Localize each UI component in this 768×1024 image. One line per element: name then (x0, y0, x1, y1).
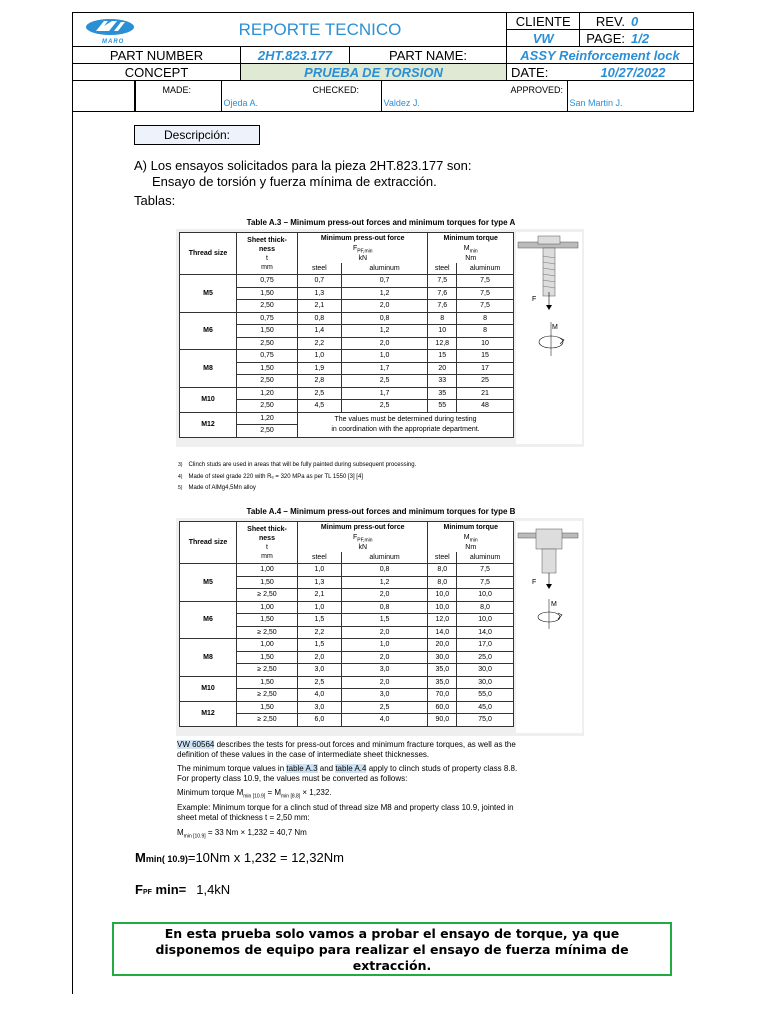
torque-note-line-1 (177, 764, 517, 774)
table-cell: 0,8 (341, 601, 428, 614)
table-cell: 4,0 (341, 714, 428, 727)
col-aluminum-torque: aluminum (457, 552, 514, 564)
example-line-2: sheet metal of thickness t = 2,50 mm: (177, 813, 310, 822)
table-cell: ≥ 2,50 (237, 664, 298, 677)
torque-sub: min (469, 247, 478, 254)
table-cell: 10,0 (428, 589, 457, 602)
table-cell: 10,0 (457, 614, 514, 627)
sheet-label-3: t (266, 254, 268, 262)
table-cell: 2,1 (298, 589, 342, 602)
col-force: Minimum press-out force (298, 233, 428, 245)
figure-torque-label: M (551, 601, 557, 608)
rev-value: 0 (628, 13, 693, 30)
col-aluminum-force: aluminum (341, 552, 428, 564)
example-calc-end: = 33 Nm × 1,232 = 40,7 Nm (205, 828, 307, 837)
conclusion-box (112, 922, 672, 976)
table-cell: 2,0 (298, 651, 342, 664)
torque-unit: Nm (465, 543, 477, 551)
thread-size-cell: M8 (180, 639, 237, 677)
m12-note-2: in coordination with the appropriate department. (331, 425, 480, 433)
torque-note-c: apply to clinch studs of property class 8.8. (366, 764, 518, 773)
table-cell: 1,50 (237, 362, 298, 375)
table-cell: 2,5 (341, 400, 428, 413)
table-cell: 1,50 (237, 287, 298, 300)
made-label: MADE: (162, 85, 192, 95)
table-cell: 2,8 (298, 375, 342, 388)
table-cell: ≥ 2,50 (237, 714, 298, 727)
table-cell: 8,0 (428, 564, 457, 577)
description-label: Descripción: (163, 128, 231, 142)
date-label: DATE: (511, 64, 549, 80)
sheet-label-4: mm (261, 552, 273, 560)
formula-end: × 1,232. (300, 788, 332, 797)
table-cell: 8,0 (457, 601, 514, 614)
thread-size-cell: M10 (180, 387, 237, 412)
table-cell: 1,00 (237, 564, 298, 577)
table-row (180, 312, 514, 325)
footnote-2 (178, 474, 363, 480)
footnote-1-text: Clinch studs are used in areas that will be fully painted during subsequent processing. (188, 462, 417, 468)
footnote-1-number: 3) (178, 462, 183, 468)
table-cell: 20 (428, 362, 457, 375)
table-cell: 0,7 (298, 275, 342, 288)
checked-value: Valdez J. (383, 98, 420, 108)
torque-result (135, 850, 344, 865)
stud-figure-a4 (516, 521, 582, 733)
table-cell: 0,75 (237, 275, 298, 288)
table-cell: ≥ 2,50 (237, 689, 298, 702)
table-cell: 2,2 (298, 337, 342, 350)
logo-text: MARO (102, 38, 125, 45)
col-torque: Minimum torque (428, 233, 514, 245)
page-left-border (72, 12, 73, 994)
table-cell: 17,0 (457, 639, 514, 652)
table-cell: 0,75 (237, 350, 298, 363)
sheet-label-2: ness (259, 245, 275, 253)
table-cell: 1,5 (298, 614, 342, 627)
table-a4-body (180, 564, 514, 727)
table-cell: 2,1 (298, 300, 342, 313)
table-cell: 14,0 (457, 626, 514, 639)
table-cell: 1,5 (298, 639, 342, 652)
table-cell: 35,0 (428, 676, 457, 689)
footnote-3 (178, 485, 256, 491)
table-row (180, 564, 514, 577)
table-cell: 3,0 (298, 664, 342, 677)
page-value: 1/2 (628, 30, 693, 47)
torque-note-line-2: For property class 10.9, the values must be converted as follows: (177, 774, 408, 783)
table-a3 (179, 232, 514, 438)
part-number-label: PART NUMBER (73, 47, 241, 64)
footnote-3-text: Made of AlMg4,5Mn alloy (188, 485, 256, 491)
conversion-formula (177, 788, 332, 802)
col-force: Minimum press-out force (298, 522, 428, 534)
table-cell: 1,2 (341, 287, 428, 300)
force-result-symbol: F (135, 882, 143, 897)
table-cell: 1,2 (341, 576, 428, 589)
intro-line-2: Ensayo de torsión y fuerza mínima de extracción. (152, 174, 437, 189)
table-cell: 2,5 (341, 701, 428, 714)
table-cell: 0,7 (341, 275, 428, 288)
table-cell: 1,00 (237, 601, 298, 614)
table-cell: 8 (457, 312, 514, 325)
page-label: PAGE: (580, 30, 628, 47)
table-cell: 12,8 (428, 337, 457, 350)
table-cell: 10,0 (428, 601, 457, 614)
table-cell: 1,0 (298, 601, 342, 614)
table-cell: 1,9 (298, 362, 342, 375)
table-cell: 8,0 (428, 576, 457, 589)
force-unit: kN (358, 543, 368, 551)
table-row (180, 639, 514, 652)
thread-size-cell: M10 (180, 676, 237, 701)
table-cell: ≥ 2,50 (237, 589, 298, 602)
concept-value: PRUEBA DE TORSION (241, 64, 507, 81)
thread-size-cell: M6 (180, 312, 237, 350)
sheet-label-1: Sheet thick- (247, 236, 287, 244)
table-cell: 20,0 (428, 639, 457, 652)
table-cell: 1,0 (298, 350, 342, 363)
thread-size-cell: M6 (180, 601, 237, 639)
table-cell: 7,5 (457, 576, 514, 589)
col-torque: Minimum torque (428, 522, 514, 534)
table-cell: 1,0 (341, 350, 428, 363)
made-value: Ojeda A. (223, 98, 259, 108)
torque-note-a: The minimum torque values in (177, 764, 287, 773)
example-calc-start: M (177, 828, 184, 837)
report-header (72, 12, 694, 112)
col-steel-force: steel (298, 263, 342, 275)
table-cell: 30,0 (457, 676, 514, 689)
thread-size-cell: M12 (180, 412, 237, 437)
intro-line-1: A) Los ensayos solicitados para la pieza 2HT.823.177 son: (134, 158, 472, 173)
formula-start: Minimum torque M (177, 788, 244, 797)
torque-sym: M (463, 244, 470, 252)
table-cell: 12,0 (428, 614, 457, 627)
table-cell: 2,50 (237, 425, 298, 438)
table-a3-title: Table A.3 – Minimum press-out forces and minimum torques for type A (246, 218, 516, 227)
table-a3-link[interactable]: table A.3 (286, 764, 318, 773)
approved-label: APPROVED: (510, 85, 564, 95)
force-sub: PF,min (357, 536, 373, 543)
table-cell: 2,0 (341, 651, 428, 664)
col-aluminum-force: aluminum (341, 263, 428, 275)
torque-symbol (428, 534, 514, 552)
force-result-subscript: PF (142, 889, 152, 896)
force-result-value: 1,4kN (196, 882, 231, 897)
table-cell: 25 (457, 375, 514, 388)
table-a4 (179, 521, 514, 727)
table-cell: 15 (457, 350, 514, 363)
thread-size-cell: M8 (180, 350, 237, 388)
table-cell: 1,50 (237, 651, 298, 664)
table-cell: 10 (428, 325, 457, 338)
table-cell: 2,0 (341, 676, 428, 689)
m12-note-1: The values must be determined during testing (334, 415, 477, 423)
made-spacer (73, 81, 135, 112)
table-cell: 4,5 (298, 400, 342, 413)
table-cell: 30,0 (457, 664, 514, 677)
table-cell: 1,2 (341, 325, 428, 338)
table-cell: 70,0 (428, 689, 457, 702)
example-calculation (177, 828, 307, 842)
formula-mid: = M (265, 788, 281, 797)
signature-row (134, 81, 694, 112)
force-sym: F (352, 533, 358, 541)
table-cell: 8 (457, 325, 514, 338)
table-a3-body (180, 275, 514, 413)
table-cell: 1,7 (341, 362, 428, 375)
table-a4-link[interactable]: table A.4 (335, 764, 367, 773)
footnote-3-number: 5) (178, 485, 183, 491)
report-title-cell (134, 13, 507, 47)
conclusion-text: En esta prueba solo vamos a probar el ensayo de torque, ya que disponemos de equipo para realizar el ensayo de fuerza mínima de extracción. (155, 926, 629, 973)
table-cell: 1,50 (237, 614, 298, 627)
table-cell: 1,3 (298, 576, 342, 589)
report-title: REPORTE TECNICO (238, 19, 402, 39)
col-aluminum-torque: aluminum (457, 263, 514, 275)
footnote-2-text: Made of steel grade 220 with Rₑ = 320 MPa as per TL 1550 [3] [4] (188, 474, 363, 480)
thread-size-cell: M5 (180, 564, 237, 602)
col-sheet-thickness (237, 233, 298, 275)
torque-result-value: =10Nm x 1,232 = 12,32Nm (187, 850, 344, 865)
table-cell: 1,50 (237, 676, 298, 689)
table-cell: 2,50 (237, 300, 298, 313)
table-row (180, 701, 514, 714)
table-cell: 21 (457, 387, 514, 400)
table-cell: 2,50 (237, 337, 298, 350)
table-row (180, 601, 514, 614)
col-steel-force: steel (298, 552, 342, 564)
table-cell: 1,3 (298, 287, 342, 300)
table-cell: 8 (428, 312, 457, 325)
table-cell: 7,6 (428, 300, 457, 313)
table-row (180, 676, 514, 689)
table-cell: 1,50 (237, 325, 298, 338)
table-cell: 90,0 (428, 714, 457, 727)
table-cell: 2,5 (298, 676, 342, 689)
table-cell: 45,0 (457, 701, 514, 714)
torque-note-b: and (317, 764, 336, 773)
table-cell: 1,20 (237, 387, 298, 400)
vw-note-line-1 (177, 740, 516, 750)
torque-unit: Nm (465, 254, 477, 262)
table-cell: 60,0 (428, 701, 457, 714)
maro-logo (76, 15, 131, 45)
example-calc-sub: min [10.9] (183, 833, 206, 840)
table-cell: 7,5 (457, 275, 514, 288)
table-cell: 3,0 (341, 689, 428, 702)
table-cell: 1,50 (237, 576, 298, 589)
figure-force-label: F (532, 579, 537, 586)
table-cell: 2,0 (341, 589, 428, 602)
table-cell: 7,5 (428, 275, 457, 288)
force-result-min: min= (151, 882, 187, 897)
table-cell: 14,0 (428, 626, 457, 639)
table-cell: 75,0 (457, 714, 514, 727)
sheet-label-2: ness (259, 534, 275, 542)
formula-sub-1: min [10.9] (243, 793, 266, 800)
table-cell: 0,8 (341, 564, 428, 577)
col-thread-size: Thread size (180, 522, 237, 564)
vw-reference-link[interactable]: VW 60564 (177, 740, 215, 749)
torque-sym: M (463, 533, 470, 541)
formula-sub-2: min [8.8] (281, 793, 301, 800)
table-cell: 1,0 (341, 639, 428, 652)
table-cell: 2,2 (298, 626, 342, 639)
table-cell: 0,8 (341, 312, 428, 325)
table-cell: 2,50 (237, 400, 298, 413)
force-sub: PF,min (357, 247, 373, 254)
table-row (180, 350, 514, 363)
torque-symbol (428, 245, 514, 263)
cliente-label: CLIENTE (507, 13, 580, 30)
table-cell: 33 (428, 375, 457, 388)
torque-sub: min (469, 536, 478, 543)
part-number-value: 2HT.823.177 (241, 47, 350, 64)
table-cell: 1,5 (341, 614, 428, 627)
table-row (180, 275, 514, 288)
force-symbol (298, 534, 428, 552)
table-cell: 3,0 (341, 664, 428, 677)
concept-label: CONCEPT (73, 64, 241, 81)
table-cell: 48 (457, 400, 514, 413)
table-cell: 2,0 (341, 626, 428, 639)
figure-force-label: F (532, 296, 537, 303)
figure-torque-label: M (552, 324, 558, 331)
table-cell: 3,0 (298, 701, 342, 714)
table-cell: 17 (457, 362, 514, 375)
m12-note (298, 412, 514, 437)
date-cell (507, 64, 694, 81)
table-cell: 7,6 (428, 287, 457, 300)
col-steel-torque: steel (428, 263, 457, 275)
col-steel-torque: steel (428, 552, 457, 564)
date-value: 10/27/2022 (600, 64, 666, 80)
footnote-2-number: 4) (178, 474, 183, 480)
table-cell: 6,0 (298, 714, 342, 727)
sheet-label-4: mm (261, 263, 273, 271)
torque-result-subscript: min( 10.9) (145, 854, 188, 864)
table-cell: 2,0 (341, 300, 428, 313)
table-cell: 35,0 (428, 664, 457, 677)
table-cell: 1,4 (298, 325, 342, 338)
vw-note-text: describes the tests for press-out forces and minimum fracture torques, as well as the (214, 740, 516, 749)
tablas-label: Tablas: (134, 193, 176, 208)
table-cell: 1,0 (298, 564, 342, 577)
table-cell: 2,50 (237, 375, 298, 388)
force-sym: F (352, 244, 358, 252)
table-cell: 30,0 (428, 651, 457, 664)
part-name-label: PART NAME: (350, 47, 507, 64)
table-cell: 10,0 (457, 589, 514, 602)
table-cell: 25,0 (457, 651, 514, 664)
table-cell: 35 (428, 387, 457, 400)
sheet-label-1: Sheet thick- (247, 525, 287, 533)
table-cell: 55,0 (457, 689, 514, 702)
stud-figure-a3 (516, 232, 582, 444)
table-cell: 2,5 (341, 375, 428, 388)
sheet-label-3: t (266, 543, 268, 551)
part-name-value: ASSY Reinforcement lock (507, 47, 694, 64)
cliente-value: VW (507, 30, 580, 47)
force-result (135, 882, 230, 897)
table-cell: 1,7 (341, 387, 428, 400)
table-cell: 0,75 (237, 312, 298, 325)
checked-label: CHECKED: (312, 85, 360, 95)
vw-note-line-2: definition of these values in the case of intermediate sheet thicknesses. (177, 750, 430, 759)
table-cell: 2,0 (341, 337, 428, 350)
torque-result-symbol: M (135, 850, 146, 865)
approved-value: San Martin J. (569, 98, 623, 108)
table-cell: 0,8 (298, 312, 342, 325)
col-thread-size: Thread size (180, 233, 237, 275)
table-cell: 7,5 (457, 564, 514, 577)
table-a4-title: Table A.4 – Minimum press-out forces and minimum torques for type B (246, 507, 516, 516)
table-cell: 15 (428, 350, 457, 363)
description-box (134, 125, 260, 145)
rev-label: REV. (580, 13, 628, 30)
force-symbol (298, 245, 428, 263)
table-cell: 7,5 (457, 287, 514, 300)
footnote-1 (178, 462, 416, 468)
table-cell: 1,00 (237, 639, 298, 652)
thread-size-cell: M5 (180, 275, 237, 313)
table-cell: 4,0 (298, 689, 342, 702)
table-cell: 2,5 (298, 387, 342, 400)
table-cell: 10 (457, 337, 514, 350)
table-row (180, 387, 514, 400)
col-sheet-thickness (237, 522, 298, 564)
table-cell: 1,20 (237, 412, 298, 425)
force-unit: kN (358, 254, 367, 262)
table-cell: 1,50 (237, 701, 298, 714)
thread-size-cell: M12 (180, 701, 237, 726)
table-cell: ≥ 2,50 (237, 626, 298, 639)
table-cell: 55 (428, 400, 457, 413)
table-cell: 7,5 (457, 300, 514, 313)
example-line-1: Example: Minimum torque for a clinch stud of thread size M8 and property class 10.9, jointed in (177, 803, 514, 812)
logo-cell (73, 13, 135, 47)
